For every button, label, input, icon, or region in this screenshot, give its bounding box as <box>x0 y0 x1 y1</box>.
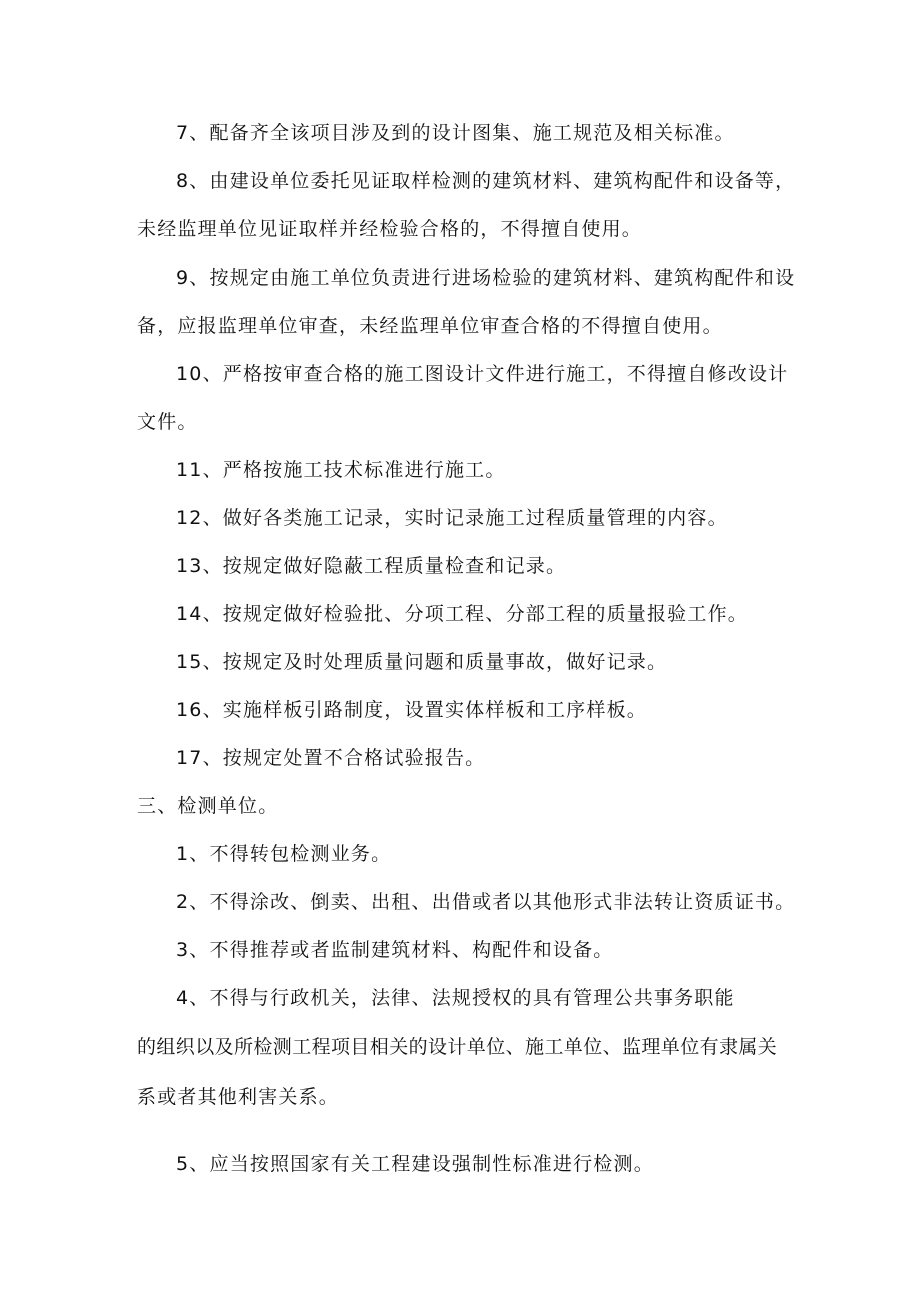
item-15-line: 15、按规定及时处理质量问题和质量事故，做好记录。 <box>176 651 668 673</box>
section-item-4-line-3: 系或者其他利害关系。 <box>137 1086 340 1108</box>
item-12-line: 12、做好各类施工记录，实时记录施工过程质量管理的内容。 <box>176 507 728 529</box>
item-9-line-2: 备，应报监理单位审查，未经监理单位审查合格的不得擅自使用。 <box>137 315 723 337</box>
item-11-line: 11、严格按施工技术标准进行施工。 <box>176 459 506 481</box>
item-10-line-1: 10、严格按审查合格的施工图设计文件进行施工，不得擅自修改设计 <box>176 363 789 385</box>
item-17-line: 17、按规定处置不合格试验报告。 <box>176 747 486 769</box>
section-item-5-line: 5、应当按照国家有关工程建设强制性标准进行检测。 <box>176 1153 654 1175</box>
item-16-line: 16、实施样板引路制度，设置实体样板和工序样板。 <box>176 699 647 721</box>
item-10-line-2: 文件。 <box>137 411 198 433</box>
section-item-2-line: 2、不得涂改、倒卖、出租、出借或者以其他形式非法转让资质证书。 <box>176 891 796 913</box>
item-7-line: 7、配备齐全该项目涉及到的设计图集、施工规范及相关标准。 <box>176 122 735 144</box>
section-heading: 三、检测单位。 <box>137 795 279 817</box>
section-item-3-line: 3、不得推荐或者监制建筑材料、构配件和设备。 <box>176 939 614 961</box>
section-item-1-line: 1、不得转包检测业务。 <box>176 843 392 865</box>
item-8-line-1: 8、由建设单位委托见证取样检测的建筑材料、建筑构配件和设备等， <box>176 170 796 192</box>
section-item-4-line-2: 的组织以及所检测工程项目相关的设计单位、施工单位、监理单位有隶属关 <box>137 1036 778 1058</box>
item-14-line: 14、按规定做好检验批、分项工程、分部工程的质量报验工作。 <box>176 603 748 625</box>
section-item-4-line-1: 4、不得与行政机关，法律、法规授权的具有管理公共事务职能 <box>176 987 735 1009</box>
item-13-line: 13、按规定做好隐蔽工程质量检查和记录。 <box>176 555 567 577</box>
item-9-line-1: 9、按规定由施工单位负责进行进场检验的建筑材料、建筑构配件和设 <box>176 267 796 289</box>
item-8-line-2: 未经监理单位见证取样并经检验合格的，不得擅自使用。 <box>137 218 643 240</box>
